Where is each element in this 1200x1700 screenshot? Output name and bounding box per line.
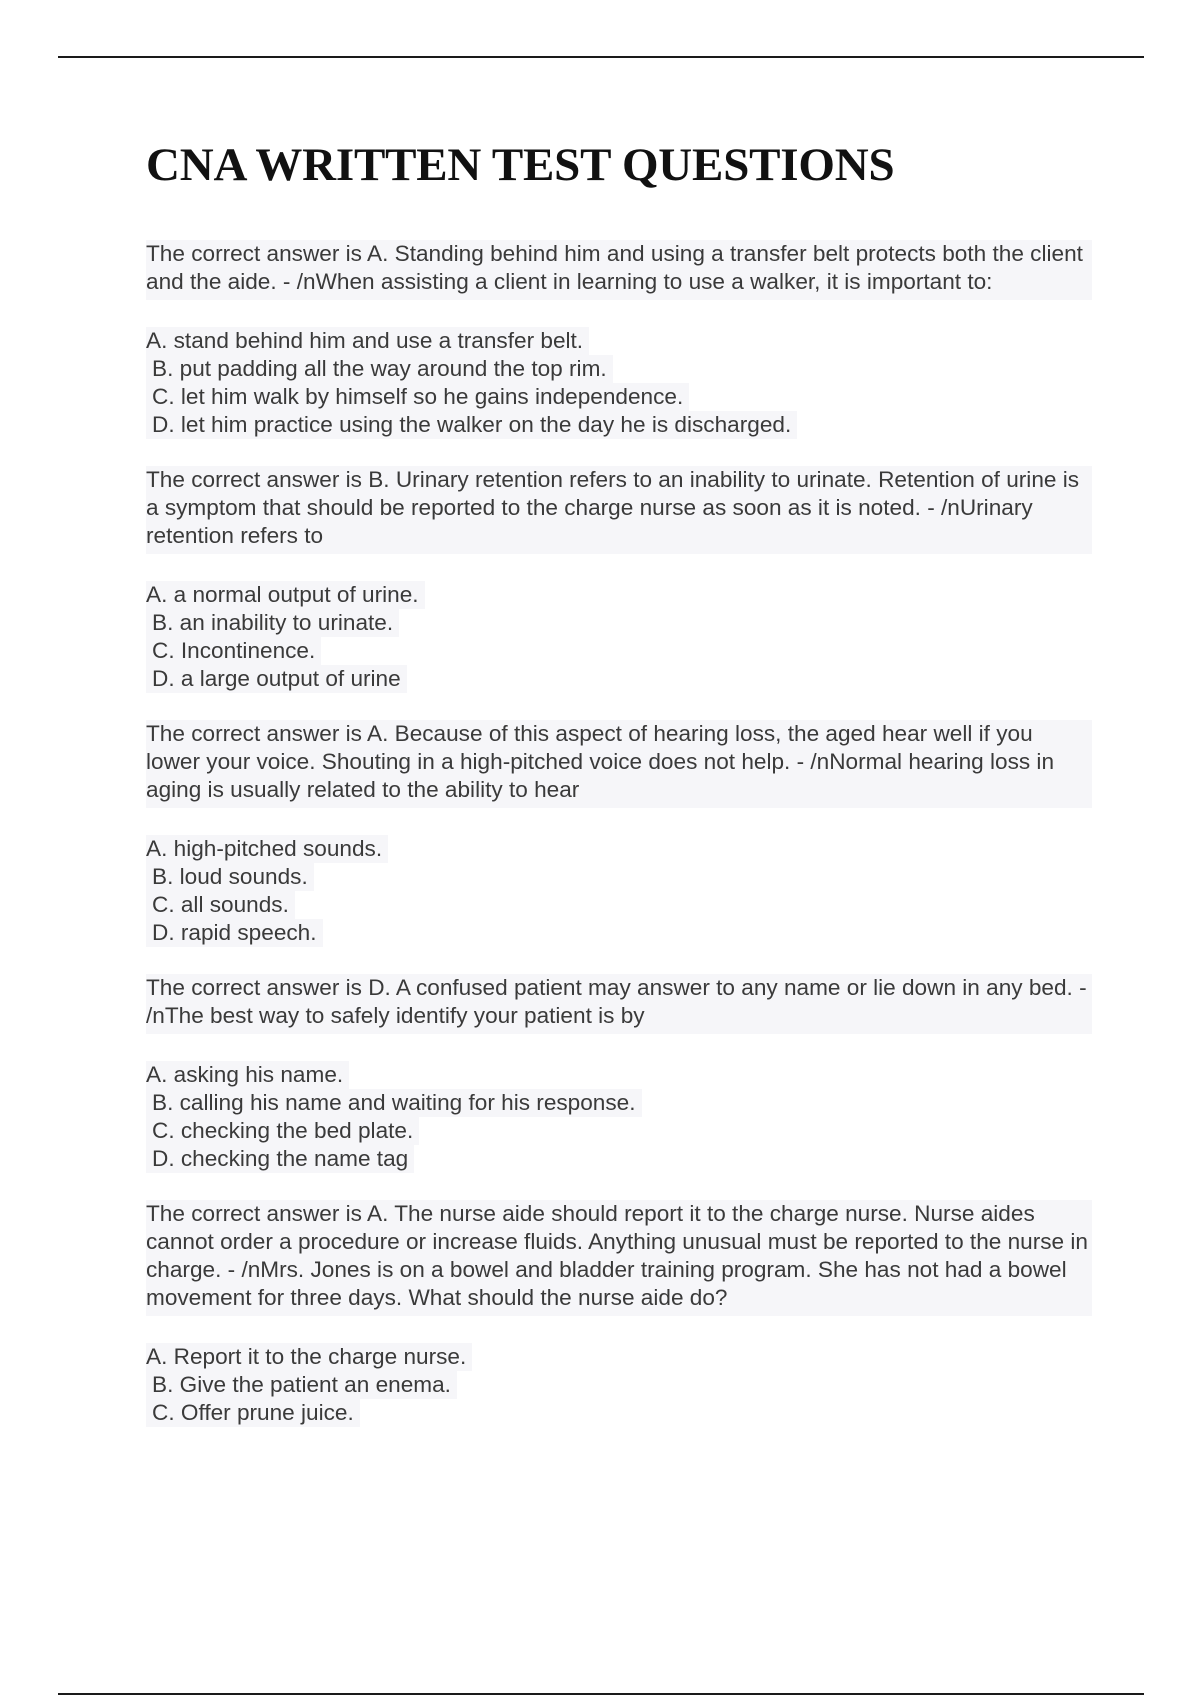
option-d: D. rapid speech. <box>146 919 323 947</box>
option-c: C. checking the bed plate. <box>146 1117 419 1145</box>
option-b: B. put padding all the way around the top rim. <box>146 355 613 383</box>
question-text: The correct answer is A. The nurse aide should report it to the charge nurse. Nurse aides cannot order a procedure or increase fluids. Anything unusual must be reported to the nurse in charge. - /nMrs. Jones is on a bowel and bladder training program. She has not had a bowel movement for three days. What should the nurse aide do? <box>146 1200 1092 1316</box>
question-text: The correct answer is D. A confused patient may answer to any name or lie down in any bed. - /nThe best way to safely identify your patient is by <box>146 974 1092 1034</box>
option-c: C. all sounds. <box>146 891 295 919</box>
option-d: D. checking the name tag <box>146 1145 414 1173</box>
bottom-rule <box>58 1693 1144 1695</box>
answer-options <box>146 327 1092 439</box>
option-a: A. asking his name. <box>146 1061 349 1089</box>
top-rule <box>58 56 1144 58</box>
option-a: A. Report it to the charge nurse. <box>146 1343 472 1371</box>
answer-options <box>146 581 1092 693</box>
option-b: B. an inability to urinate. <box>146 609 399 637</box>
option-c: C. let him walk by himself so he gains independence. <box>146 383 689 411</box>
option-b: B. calling his name and waiting for his response. <box>146 1089 642 1117</box>
option-d: D. let him practice using the walker on the day he is discharged. <box>146 411 797 439</box>
question-block <box>146 1200 1092 1427</box>
option-c: C. Incontinence. <box>146 637 321 665</box>
option-a: A. a normal output of urine. <box>146 581 425 609</box>
question-text: The correct answer is A. Because of this aspect of hearing loss, the aged hear well if you lower your voice. Shouting in a high-pitched voice does not help. - /nNormal hearing loss in aging is usually related to the ability to hear <box>146 720 1092 808</box>
question-block <box>146 974 1092 1173</box>
question-block <box>146 240 1092 439</box>
page-title: CNA WRITTEN TEST QUESTIONS <box>146 139 895 191</box>
option-a: A. high-pitched sounds. <box>146 835 388 863</box>
answer-options <box>146 835 1092 947</box>
option-a: A. stand behind him and use a transfer belt. <box>146 327 589 355</box>
question-block <box>146 720 1092 947</box>
option-c: C. Offer prune juice. <box>146 1399 360 1427</box>
option-b: B. Give the patient an enema. <box>146 1371 457 1399</box>
answer-options <box>146 1061 1092 1173</box>
answer-options <box>146 1343 1092 1427</box>
option-d: D. a large output of urine <box>146 665 407 693</box>
document-body <box>146 140 1092 1454</box>
option-b: B. loud sounds. <box>146 863 314 891</box>
question-text: The correct answer is B. Urinary retention refers to an inability to urinate. Retention of urine is a symptom that should be reported to the charge nurse as soon as it is noted. - /nUrinary retention refers to <box>146 466 1092 554</box>
question-text: The correct answer is A. Standing behind him and using a transfer belt protects both the client and the aide. - /nWhen assisting a client in learning to use a walker, it is important to: <box>146 240 1092 300</box>
question-block <box>146 466 1092 693</box>
